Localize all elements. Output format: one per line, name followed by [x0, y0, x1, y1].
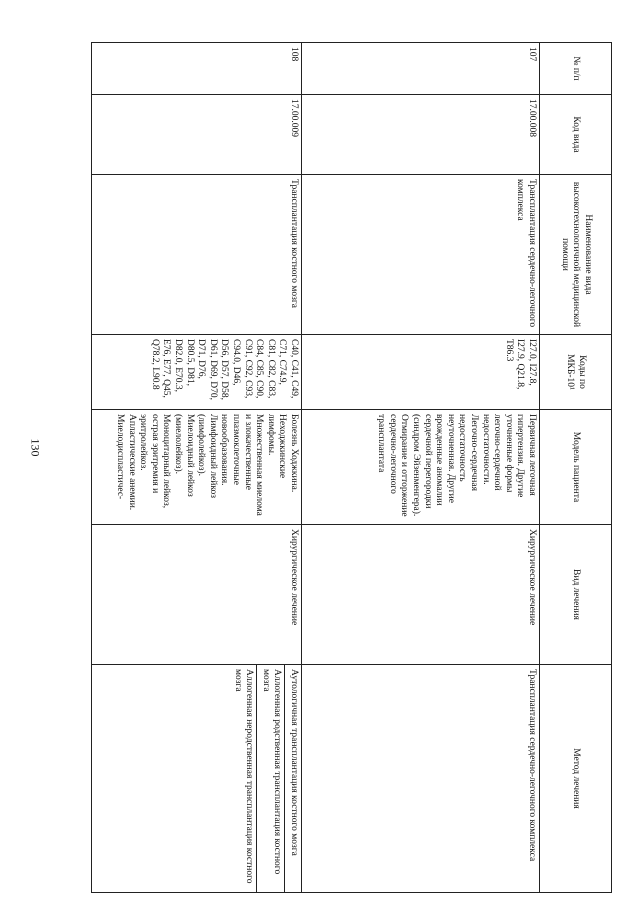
row-method-cell [302, 665, 540, 893]
page-number: 130 [28, 438, 43, 457]
method-item: Аллогенная родственная трансплантация костного мозга [256, 665, 284, 892]
header-kind-name: Наименование вида высокотехнологичной медицинской помощи [540, 175, 612, 335]
rotated-table-wrapper [92, 42, 612, 892]
row-treatment-type: Хирургическое лечение [92, 525, 302, 665]
header-row [540, 43, 612, 893]
header-method: Метод лечения [540, 665, 612, 893]
row-treatment-type: Хирургическое лечение [302, 525, 540, 665]
treatment-table [91, 42, 612, 893]
row-mkb-codes: I27.0, I27.8, I27.9, Q21.8, T86.3 [302, 335, 540, 410]
row-kind-code: 17.00.008 [302, 95, 540, 175]
row-patient-model: Болезнь Ходжкина. Неходжкинские лимфомы. Множественная миелома и злокачественные плазмоклеточные новообразования. Лимфоидный лейкоз (лимфолейкоз). Миелоидный лейкоз (миелолейкоз). Моноцитарный лейкоз, острая эритремия и эритролейкоз. Апластические анемии. Миелодиспластичес- [92, 410, 302, 525]
header-treatment-type: Вид лечения [540, 525, 612, 665]
method-item: Трансплантация сердечно-легочного комплекса [527, 669, 537, 862]
table-row [302, 43, 540, 893]
header-mkb-codes: Коды по МКБ-10¹ [540, 335, 612, 410]
table-row [92, 43, 302, 893]
row-kind-name: Трансплантация костного мозга [92, 175, 302, 335]
method-item: Аутологичная трансплантация костного мозга [284, 665, 301, 892]
row-method-cell [92, 665, 302, 893]
row-kind-name: Трансплантация сердечно-легочного комплекса [302, 175, 540, 335]
header-patient-model: Модель пациента [540, 410, 612, 525]
row-kind-code: 17.00.009 [92, 95, 302, 175]
row-patient-model: Первичная легочная гипертензия. Другие уточненные формы легочно-сердечной недостаточности. Легочно-сердечная недостаточность неуточненная. Другие врожденные аномалии сердечной перегородки (синдром Эйзенменгера). Отмирание и отторжение сердечно-легочного трансплантата [302, 410, 540, 525]
header-no: № п/п [540, 43, 612, 95]
row-no: 107 [302, 43, 540, 95]
method-item: Аллогенная неродственная трансплантация костного мозга [232, 669, 255, 884]
header-kind-code: Код вида [540, 95, 612, 175]
row-mkb-codes: C40, C41, C49, C71, C74.9, C81, C82, C83, C84, C85, C90, C91, C92, C93, C94.0, D46, D56, D57, D58, D61, D69, D70, D71, D76, D80.5, D81, D82.0, E70.3, E76, E77, Q45, Q78.2, L90.8 [92, 335, 302, 410]
row-no: 108 [92, 43, 302, 95]
